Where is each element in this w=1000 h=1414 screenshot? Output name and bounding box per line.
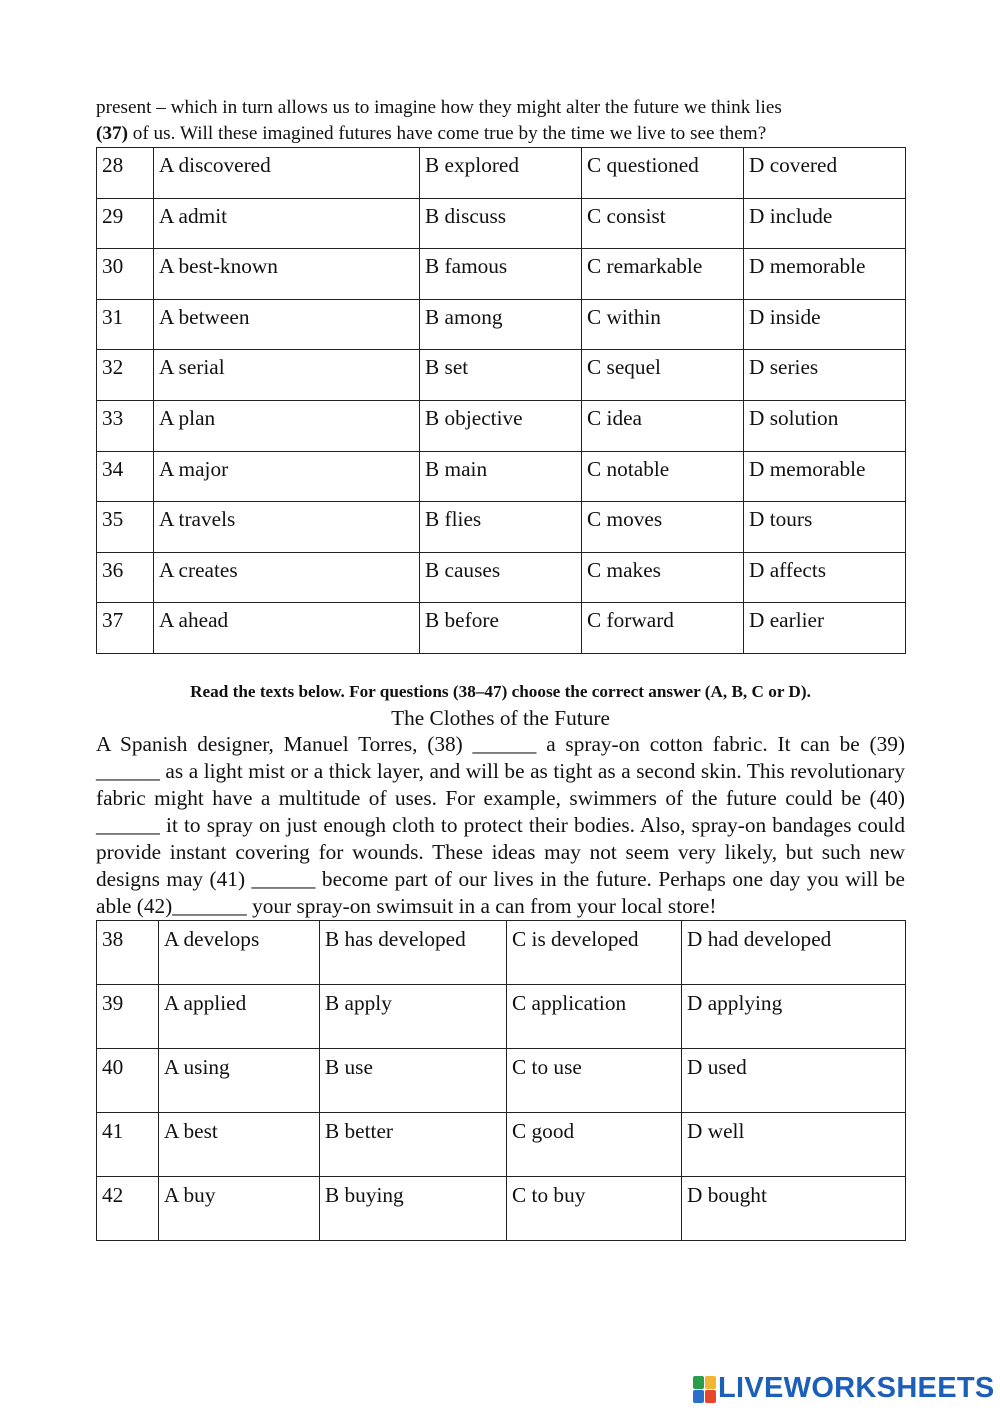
answer-option[interactable]: C idea xyxy=(582,400,744,451)
answer-option[interactable]: A buy xyxy=(159,1176,320,1240)
answer-option[interactable]: B use xyxy=(320,1048,507,1112)
answer-option[interactable]: D series xyxy=(744,350,906,401)
answer-option[interactable]: D solution xyxy=(744,400,906,451)
answer-option[interactable]: A serial xyxy=(154,350,420,401)
question-row xyxy=(97,502,906,553)
answer-option[interactable]: A creates xyxy=(154,552,420,603)
question-number: 34 xyxy=(97,451,154,502)
question-row xyxy=(97,198,906,249)
question-number: 37 xyxy=(97,603,154,654)
answer-option[interactable]: C moves xyxy=(582,502,744,553)
answer-option[interactable]: C good xyxy=(507,1112,682,1176)
question-number: 42 xyxy=(97,1176,159,1240)
question-row xyxy=(97,552,906,603)
question-number: 39 xyxy=(97,984,159,1048)
answer-option[interactable]: C is developed xyxy=(507,920,682,984)
answer-option[interactable]: D memorable xyxy=(744,249,906,300)
answer-option[interactable]: D applying xyxy=(682,984,906,1048)
answer-option[interactable]: B explored xyxy=(420,148,582,199)
answer-option[interactable]: A using xyxy=(159,1048,320,1112)
question-number: 40 xyxy=(97,1048,159,1112)
answer-option[interactable]: B buying xyxy=(320,1176,507,1240)
answer-option[interactable]: B famous xyxy=(420,249,582,300)
answer-option[interactable]: C to buy xyxy=(507,1176,682,1240)
answer-option[interactable]: A applied xyxy=(159,984,320,1048)
intro-paragraph xyxy=(96,95,905,147)
answer-option[interactable]: C to use xyxy=(507,1048,682,1112)
question-row xyxy=(97,249,906,300)
liveworksheets-logo xyxy=(693,1372,995,1405)
question-ref-37: (37) xyxy=(96,123,128,144)
answer-option[interactable]: A major xyxy=(154,451,420,502)
answer-option[interactable]: B among xyxy=(420,299,582,350)
answer-option[interactable]: A plan xyxy=(154,400,420,451)
answer-option[interactable]: B better xyxy=(320,1112,507,1176)
options-table-38-42 xyxy=(96,920,906,1241)
answer-option[interactable]: D bought xyxy=(682,1176,906,1240)
question-number: 36 xyxy=(97,552,154,603)
question-number: 38 xyxy=(97,920,159,984)
intro-line-2: of us. Will these imagined futures have come true by the time we live to see them? xyxy=(127,123,767,144)
answer-option[interactable]: B flies xyxy=(420,502,582,553)
answer-option[interactable]: C remarkable xyxy=(582,249,744,300)
answer-option[interactable]: D covered xyxy=(744,148,906,199)
answer-option[interactable]: D include xyxy=(744,198,906,249)
answer-option[interactable]: A admit xyxy=(154,198,420,249)
question-row xyxy=(97,400,906,451)
question-row xyxy=(97,1048,906,1112)
answer-option[interactable]: C makes xyxy=(582,552,744,603)
answer-option[interactable]: B has developed xyxy=(320,920,507,984)
answer-option[interactable]: A develops xyxy=(159,920,320,984)
question-number: 31 xyxy=(97,299,154,350)
question-number: 28 xyxy=(97,148,154,199)
answer-option[interactable]: C questioned xyxy=(582,148,744,199)
answer-option[interactable]: D affects xyxy=(744,552,906,603)
answer-option[interactable]: D earlier xyxy=(744,603,906,654)
answer-option[interactable]: A ahead xyxy=(154,603,420,654)
answer-option[interactable]: B before xyxy=(420,603,582,654)
question-row xyxy=(97,451,906,502)
question-row xyxy=(97,920,906,984)
logo-square xyxy=(693,1376,704,1389)
answer-option[interactable]: B causes xyxy=(420,552,582,603)
answer-option[interactable]: C within xyxy=(582,299,744,350)
question-number: 35 xyxy=(97,502,154,553)
passage-title: The Clothes of the Future xyxy=(391,705,610,730)
question-row xyxy=(97,603,906,654)
answer-option[interactable]: D well xyxy=(682,1112,906,1176)
answer-option[interactable]: A best-known xyxy=(154,249,420,300)
answer-option[interactable]: B objective xyxy=(420,400,582,451)
question-number: 30 xyxy=(97,249,154,300)
question-row xyxy=(97,299,906,350)
logo-square xyxy=(705,1376,716,1389)
question-row xyxy=(97,1112,906,1176)
answer-option[interactable]: B main xyxy=(420,451,582,502)
instructions: Read the texts below. For questions (38–47) choose the correct answer (A, B, C or D). xyxy=(190,681,811,701)
answer-option[interactable]: C sequel xyxy=(582,350,744,401)
answer-option[interactable]: D memorable xyxy=(744,451,906,502)
question-number: 33 xyxy=(97,400,154,451)
liveworksheets-logo-icon xyxy=(693,1376,715,1402)
question-row xyxy=(97,984,906,1048)
logo-square xyxy=(693,1390,704,1403)
answer-option[interactable]: D used xyxy=(682,1048,906,1112)
question-row xyxy=(97,350,906,401)
answer-option[interactable]: C consist xyxy=(582,198,744,249)
answer-option[interactable]: D tours xyxy=(744,502,906,553)
question-number: 32 xyxy=(97,350,154,401)
worksheet-page xyxy=(96,95,905,1241)
answer-option[interactable]: D inside xyxy=(744,299,906,350)
passage-text: A Spanish designer, Manuel Torres, (38) ______ a spray-on cotton fabric. It can be (39) ______ as a light mist or a thick layer, and will be as tight as a second skin. This revolutionary fabric might have a multitude of uses. For example, swimmers of the future could be (40) ______ it to spray on just enough cloth to protect their bodies. Also, spray-on bandages could provide instant covering for wounds. These ideas may not seem very likely, but such new designs may (41) ______ become part of our lives in the future. Perhaps one day you will be able (42)_______ your spray-on swimsuit in a can from your local store! xyxy=(96,731,905,918)
question-row xyxy=(97,1176,906,1240)
options-table-28-37 xyxy=(96,147,906,654)
logo-text: LIVEWORKSHEETS xyxy=(718,1372,995,1404)
answer-option[interactable]: A travels xyxy=(154,502,420,553)
answer-option[interactable]: A best xyxy=(159,1112,320,1176)
question-number: 29 xyxy=(97,198,154,249)
intro-line-1: present – which in turn allows us to imagine how they might alter the future we think lies xyxy=(96,97,782,118)
answer-option[interactable]: A discovered xyxy=(154,148,420,199)
answer-option[interactable]: C application xyxy=(507,984,682,1048)
answer-option[interactable]: C notable xyxy=(582,451,744,502)
answer-option[interactable]: B discuss xyxy=(420,198,582,249)
answer-option[interactable]: D had developed xyxy=(682,920,906,984)
answer-option[interactable]: B apply xyxy=(320,984,507,1048)
logo-square xyxy=(705,1390,716,1403)
answer-option[interactable]: B set xyxy=(420,350,582,401)
answer-option[interactable]: A between xyxy=(154,299,420,350)
answer-option[interactable]: C forward xyxy=(582,603,744,654)
question-row xyxy=(97,148,906,199)
question-number: 41 xyxy=(97,1112,159,1176)
